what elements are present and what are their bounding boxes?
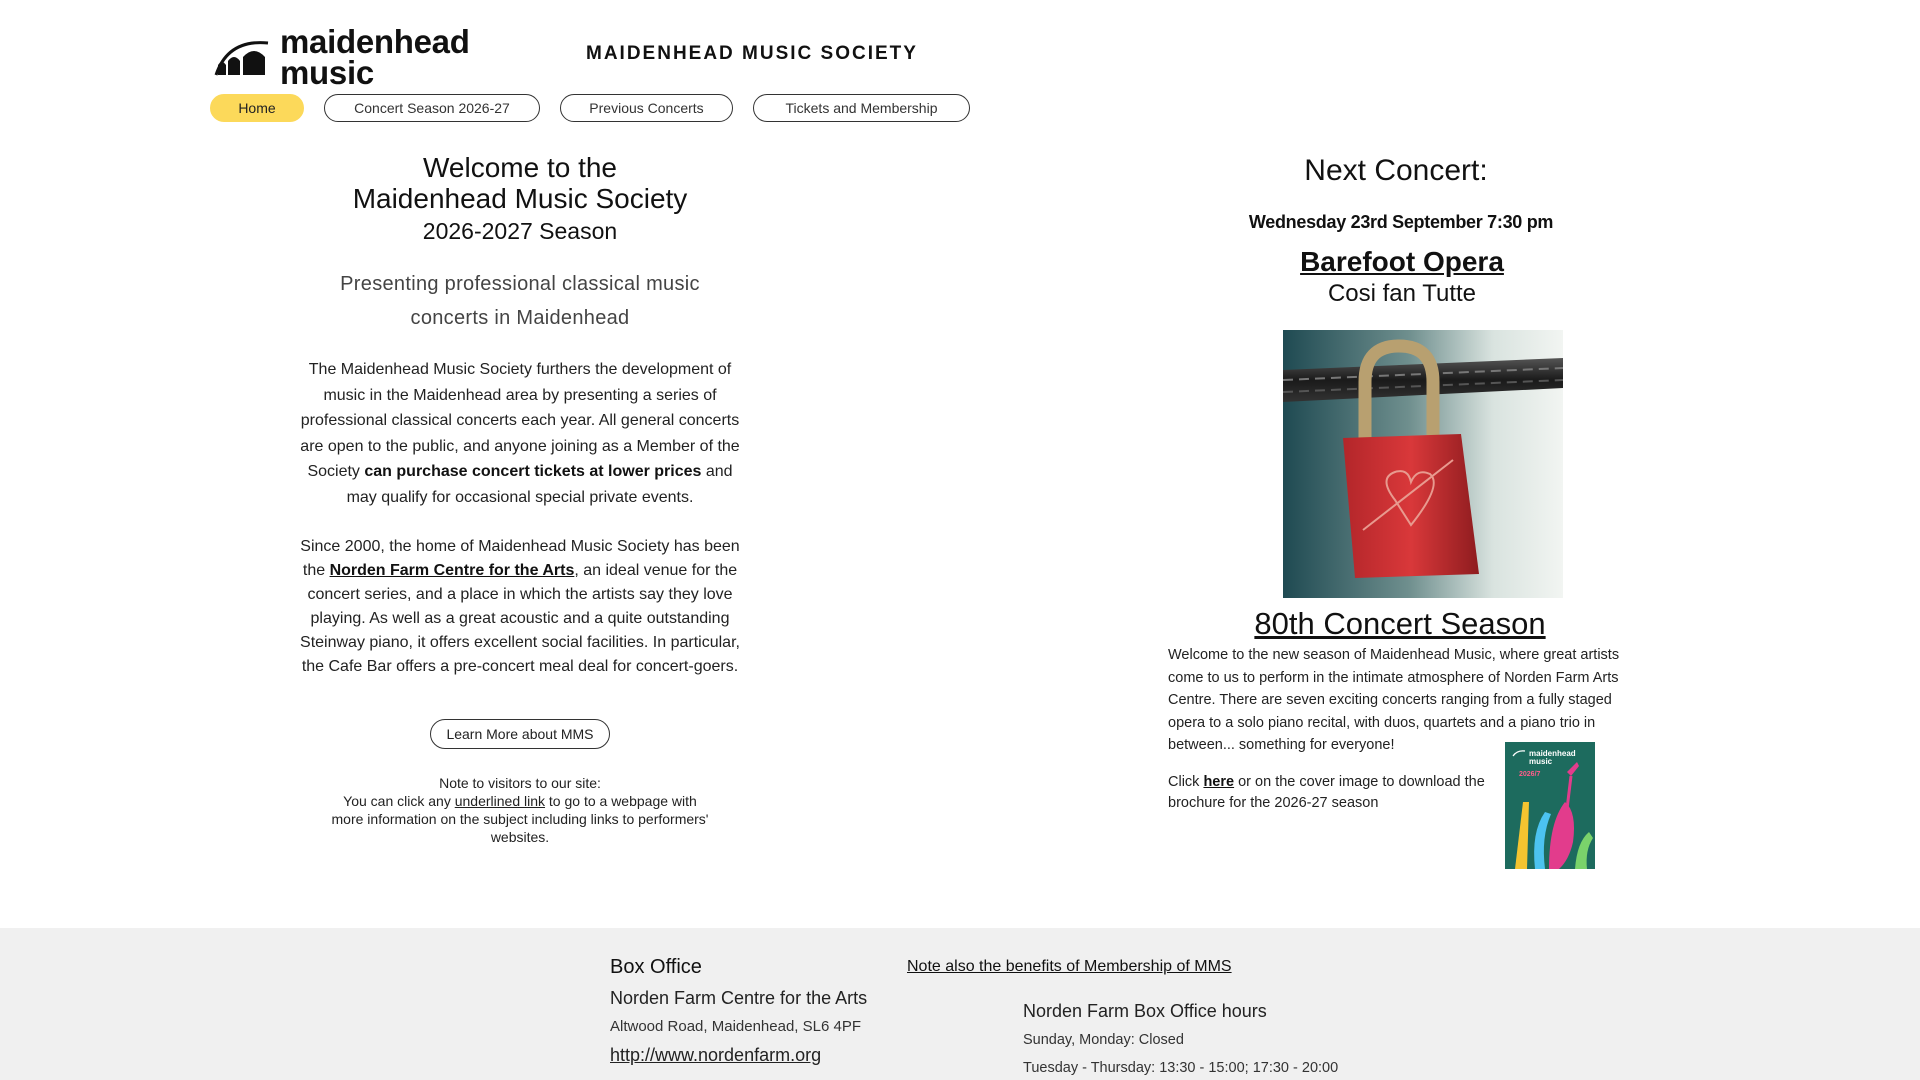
nav-previous-concerts[interactable]: Previous Concerts — [560, 94, 733, 122]
main-nav — [210, 94, 990, 122]
welcome-heading: Welcome to the Maidenhead Music Society — [352, 152, 688, 214]
nav-concert-season[interactable]: Concert Season 2026-27 — [324, 94, 540, 122]
norden-farm-url-link[interactable]: http://www.nordenfarm.org — [610, 1045, 822, 1065]
brochure-download-text: Click here or on the cover image to download the brochure for the 2026-27 season — [1168, 774, 1485, 811]
logo-text: maidenhead music — [280, 23, 470, 91]
next-concert-heading: Next Concert: — [1304, 154, 1488, 187]
presenting-text: Presenting professional classical music concerts in Maidenhead — [340, 273, 700, 329]
next-concert-date: Wednesday 23rd September 7:30 pm — [1248, 212, 1554, 232]
box-office-hours-line: Sunday, Monday: Closed — [1023, 1032, 1184, 1048]
logo-arches-icon — [214, 35, 270, 79]
brochure-cover-image[interactable] — [1505, 742, 1595, 869]
box-office-title: Box Office — [610, 956, 702, 978]
venue-paragraph: Since 2000, the home of Maidenhead Music Society has been the Norden Farm Centre for the Arts, an ideal venue for the concert series, and a place in which the artists say they love playing. As well as a great acoustic and a quite outstanding Steinway piano, it offers excellent social facilities. In particular, the Cafe Bar offers a pre-concert meal deal for concert-goers. — [300, 538, 740, 675]
season-subheading: 2026-2027 Season — [422, 218, 618, 244]
padlock-photo-icon — [1283, 330, 1563, 598]
brochure-here-link[interactable]: here — [1203, 774, 1235, 790]
box-office-venue: Norden Farm Centre for the Arts — [610, 988, 868, 1008]
underlined-link-example[interactable]: underlined link — [454, 793, 546, 809]
nav-home[interactable]: Home — [210, 94, 304, 122]
membership-benefits-link[interactable]: Note also the benefits of Membership of MMS — [907, 958, 1232, 975]
performer-link[interactable]: Barefoot Opera — [1300, 246, 1504, 277]
concert-work: Cosi fan Tutte — [1327, 280, 1477, 307]
member-price-highlight: can purchase concert tickets at lower prices — [364, 463, 702, 481]
site-title: MAIDENHEAD MUSIC SOCIETY — [586, 43, 918, 64]
box-office-address: Altwood Road, Maidenhead, SL6 4PF — [610, 1018, 861, 1035]
svg-text:2026/7: 2026/7 — [1519, 771, 1541, 778]
box-office-hours-line: Tuesday - Thursday: 13:30 - 15:00; 17:30 - 20:00 — [1023, 1060, 1339, 1076]
site-logo[interactable] — [214, 23, 470, 91]
season-description: Welcome to the new season of Maidenhead Music, where great artists come to us to perform in the intimate atmosphere of Norden Farm Arts Centre. There are seven exciting concerts ranging from a fully staged opera to a solo piano recital, with duos, quartets and a piano trio in between... something for everyone! — [1168, 647, 1620, 753]
about-paragraph: The Maidenhead Music Society furthers the development of music in the Maidenhead area by presenting a series of professional classical concerts each year. All general concerts are open to the public, and anyone joining as a Member of the Society can purchase concert tickets at lower prices and may qualify for occasional special private events. — [300, 361, 740, 506]
nav-tickets-membership[interactable]: Tickets and Membership — [753, 94, 970, 122]
box-office-hours-title: Norden Farm Box Office hours — [1023, 1001, 1267, 1021]
season-heading: 80th Concert Season — [1254, 606, 1546, 641]
visitor-note: Note to visitors to our site: You can click any underlined link to go to a webpage with more information on the subject including links to performers' websites. — [331, 775, 709, 845]
svg-text:maidenhead: maidenhead — [1529, 749, 1576, 758]
svg-text:music: music — [1529, 757, 1553, 766]
learn-more-button[interactable]: Learn More about MMS — [430, 719, 610, 749]
footer — [0, 928, 1920, 1080]
norden-farm-link[interactable]: Norden Farm Centre for the Arts — [329, 562, 575, 579]
